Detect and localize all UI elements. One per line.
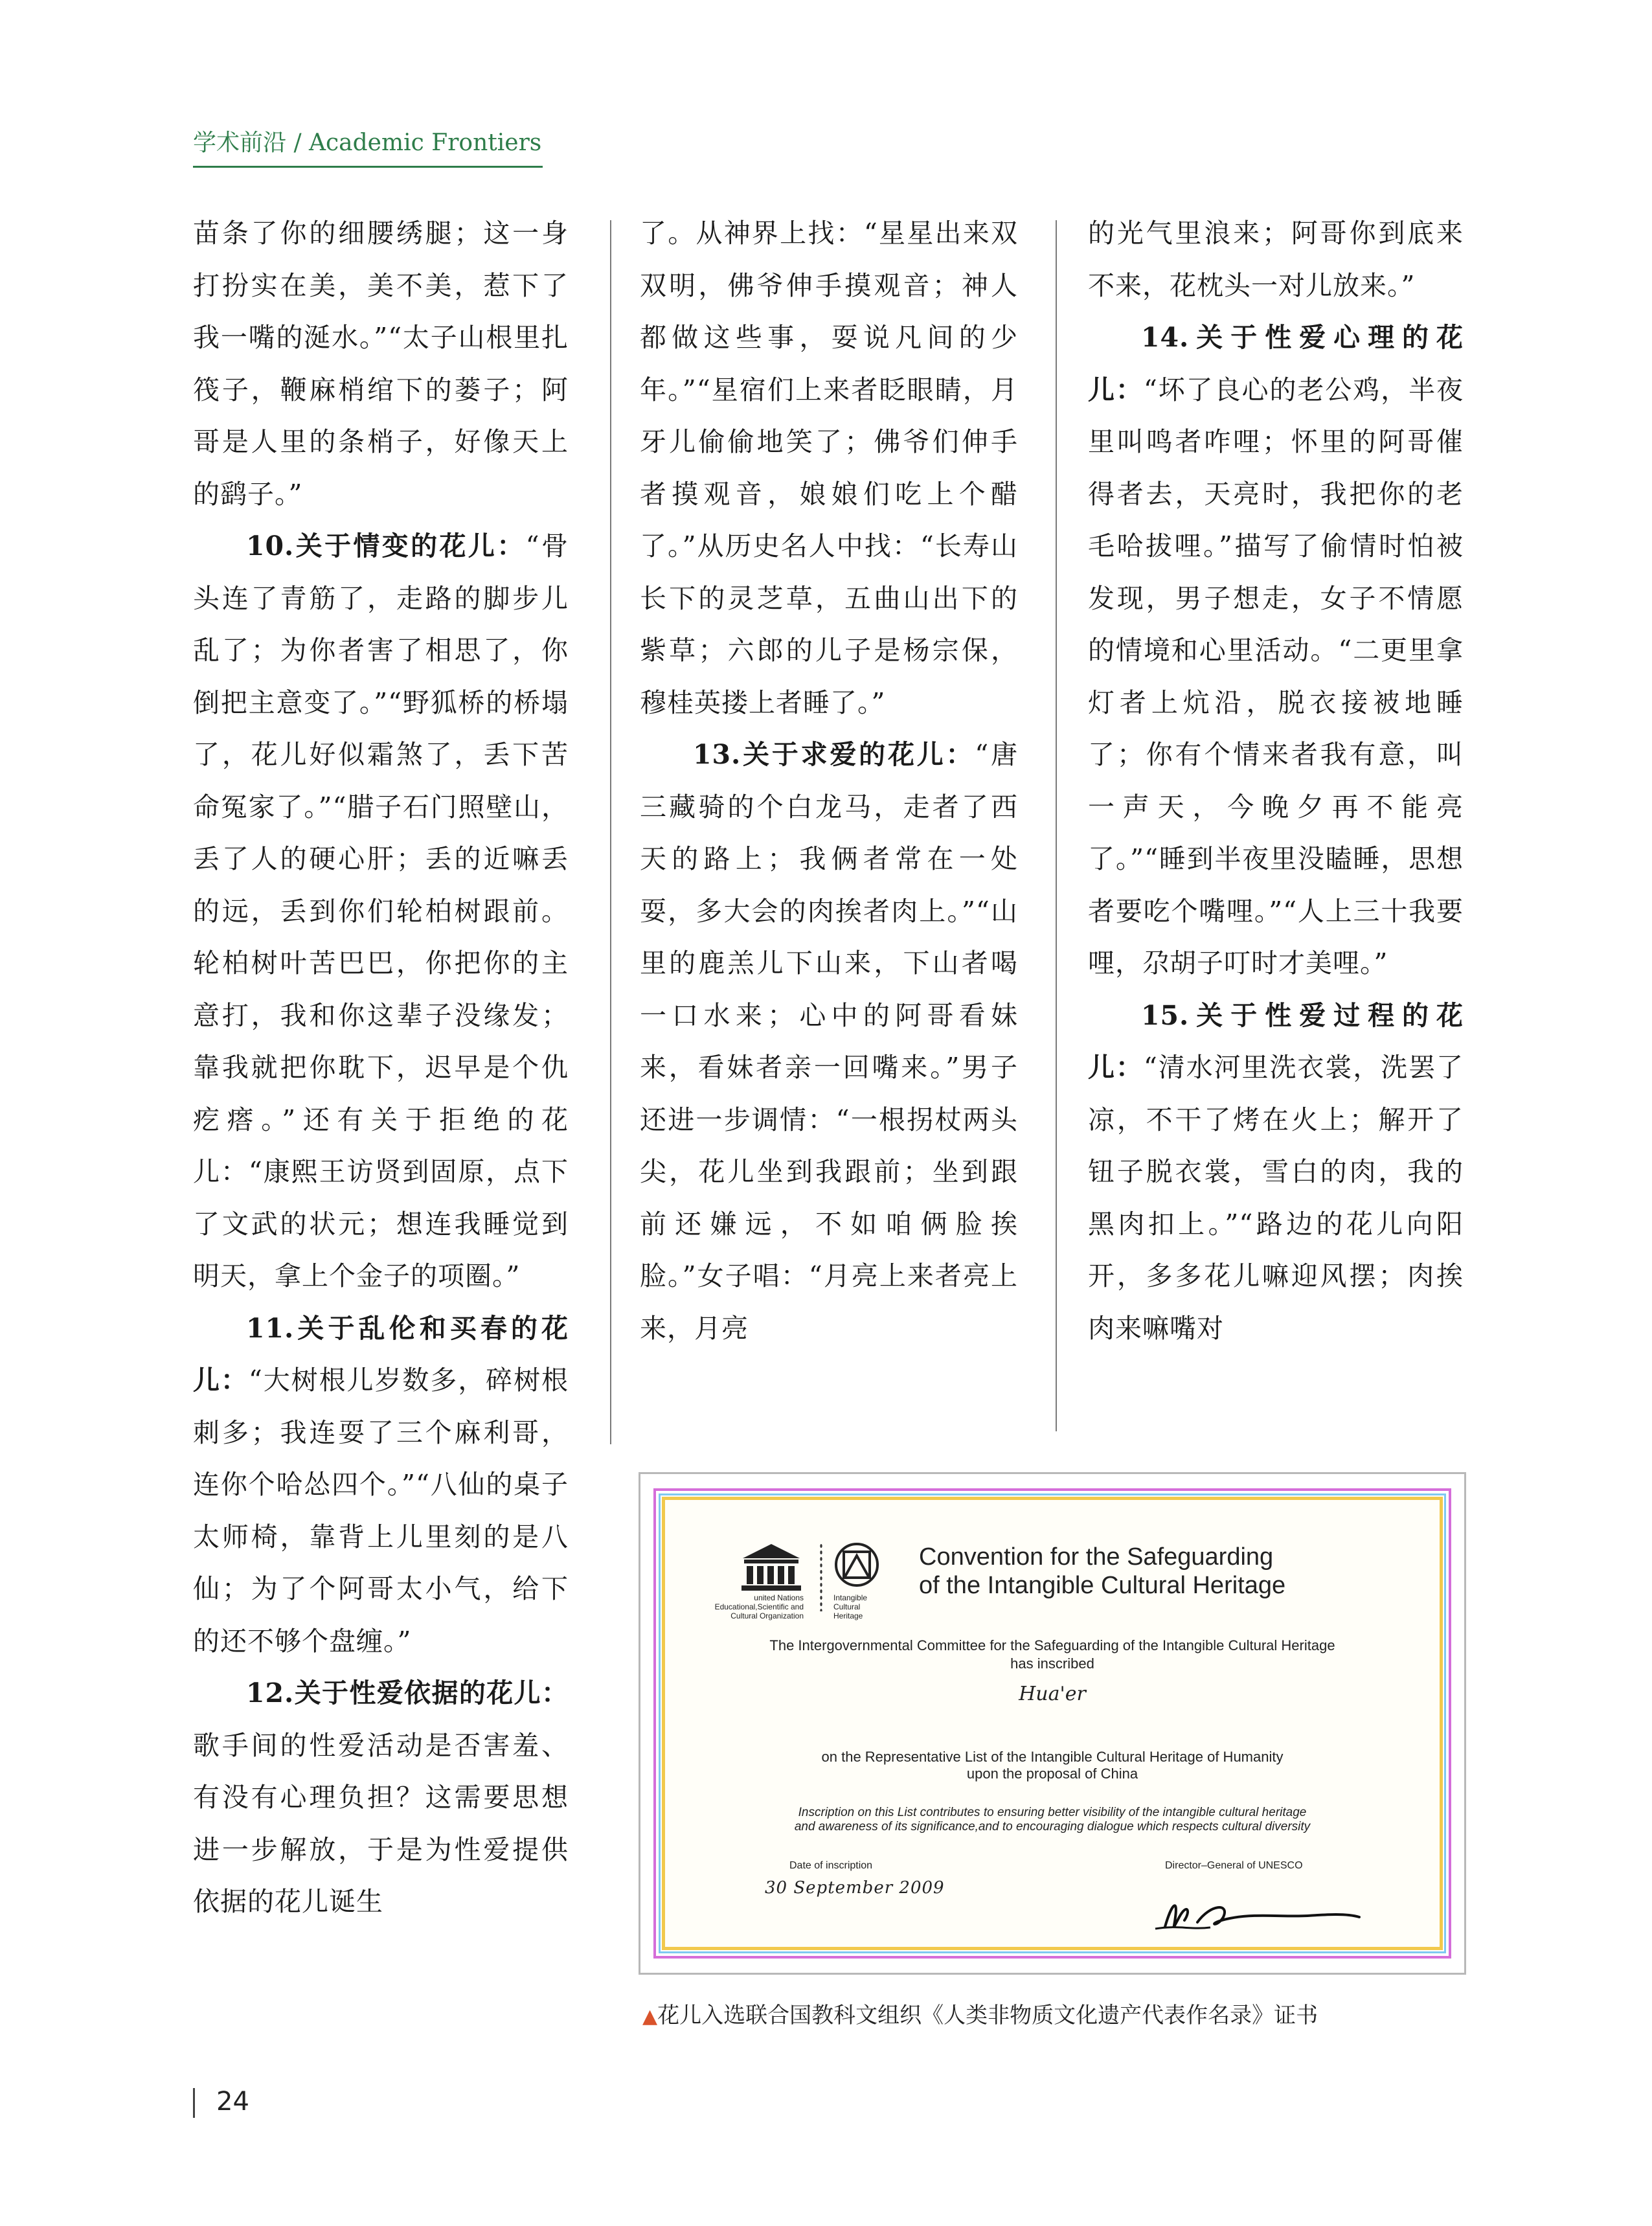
running-header: 学术前沿 / Academic Frontiers (193, 130, 542, 156)
list-line: on the Representative List of the Intangible Cultural Heritage of Humanity (821, 1749, 1284, 1765)
header-rule (193, 166, 543, 168)
ich-label (833, 1593, 867, 1620)
body-paragraph: 12.关于性爱依据的花儿：歌手间的性爱活动是否害羞、有没有心理负担？这需要思想进一步解放，于是为性爱提供依据的花儿诞生 (193, 1677, 569, 1917)
certificate (653, 1488, 1451, 1959)
unesco-org-line: Cultural Organization (730, 1611, 804, 1620)
ich-label-line: Heritage (833, 1611, 863, 1620)
unesco-org-label (694, 1593, 804, 1620)
ich-label-line: Intangible (833, 1593, 868, 1602)
note-line-2: and awareness of its significance,and to encouraging dialogue which respects cultural diversity (794, 1820, 1311, 1834)
figure-caption (642, 1997, 1318, 2029)
logo-divider-dots (819, 1543, 823, 1611)
unesco-temple-logo (739, 1541, 804, 1592)
date-value: 30 September 2009 (765, 1878, 945, 1898)
certificate-title-line: Convention for the Safeguarding (919, 1543, 1274, 1571)
text-column-1 (193, 207, 569, 1928)
element-name: Hua'er (1019, 1683, 1086, 1705)
inscribed-line: has inscribed (1010, 1655, 1094, 1672)
director-label: Director–General of UNESCO (1165, 1860, 1303, 1871)
footer-bar (193, 2088, 195, 2118)
triangle-marker-icon: ▲ (642, 2005, 658, 2028)
page-number: 24 (216, 2087, 249, 2117)
proposal-line: upon the proposal of China (966, 1766, 1138, 1782)
director-signature (1152, 1891, 1366, 1936)
body-paragraph: 14.关于性爱心理的花儿：“坏了良心的老公鸡，半夜里叫鸣者咋哩；怀里的阿哥催得者去，天亮时，我把你的老毛哈拔哩。”描写了偷情时怕被发现，男子想走，女子不情愿的情境和心里活动。“二更里拿灯者上炕沿，脱衣接被地睡了；你有个情来者我有意，叫一声天，今晚夕再不能亮了。”“睡到半夜里没瞌睡，思想者要吃个嘴哩。”“人上三十我要哩，尕胡子叮时才美哩。” (1088, 322, 1464, 979)
column-divider-2 (1056, 220, 1057, 1431)
body-paragraph: 11.关于乱伦和买春的花儿：“大树根儿岁数多，碎树根刺多；我连耍了三个麻利哥，连你个哈怂四个。”“八仙的桌子太师椅，靠背上儿里刻的是八仙；为了个阿哥太小气，给下的还不够个盘缠。” (193, 1312, 569, 1657)
certificate-title-line: of the Intangible Cultural Heritage (919, 1572, 1286, 1599)
ich-label-line: Cultural (833, 1602, 861, 1611)
body-paragraph: 的光气里浪来；阿哥你到底来不来，花枕头一对儿放来。” (1088, 218, 1464, 301)
unesco-org-line: united Nations (754, 1593, 804, 1602)
text-column-3 (1088, 207, 1464, 1354)
note-line-1: Inscription on this List contributes to ensuring better visibility of the intangible cultural heritage (798, 1806, 1307, 1819)
body-paragraph: 了。从神界上找：“星星出来双双明，佛爷伸手摸观音；神人都做这些事，耍说凡间的少年。”“星宿们上来者眨眼睛，月牙儿偷偷地笑了；佛爷们伸手者摸观音，娘娘们吃上个醋了。”从历史名人中找：“长寿山长下的灵芝草，五曲山出下的紫草；六郎的儿子是杨宗保，穆桂英搂上者睡了。” (640, 218, 1018, 718)
date-label: Date of inscription (789, 1860, 873, 1871)
body-paragraph: 苗条了你的细腰绣腿；这一身打扮实在美，美不美，惹下了我一嘴的涎水。”“太子山根里扎筏子，鞭麻梢绾下的蒌子；阿哥是人里的条梢子，好像天上的鹞子。” (193, 218, 569, 510)
certificate-photo (639, 1472, 1466, 1975)
body-paragraph: 13.关于求爱的花儿：“唐三藏骑的个白龙马，走者了西天的路上；我俩者常在一处耍，多大会的肉挨者肉上。”“山里的鹿羔儿下山来，下山者喝一口水来；心中的阿哥看妹来，看妹者亲一回嘴来。”男子还进一步调情：“一根拐杖两头尖，花儿坐到我跟前；坐到跟前还嫌远，不如咱俩脸挨脸。”女子唱：“月亮上来者亮上来，月亮 (640, 739, 1018, 1344)
committee-line: The Intergovernmental Committee for the Safeguarding of the Intangible Cultural Heritage (769, 1637, 1335, 1653)
certificate-title (919, 1543, 1285, 1600)
body-paragraph: 15.关于性爱过程的花儿：“清水河里洗衣裳，洗罢了凉，不干了烤在火上；解开了钮子脱衣裳，雪白的肉，我的黑肉扣上。”“路边的花儿向阳开，多多花儿嘛迎风摆；肉挨肉来嘛嘴对 (1088, 999, 1464, 1344)
text-column-2 (640, 207, 1018, 1354)
ich-emblem-logo (833, 1541, 880, 1588)
caption-text: 花儿入选联合国教科文组织《人类非物质文化遗产代表作名录》证书 (657, 2003, 1318, 2028)
unesco-org-line: Educational,Scientific and (714, 1602, 804, 1611)
column-divider-1 (610, 220, 611, 1444)
body-paragraph: 10.关于情变的花儿：“骨头连了青筋了，走路的脚步儿乱了；为你者害了相思了，你倒把主意变了。”“野狐桥的桥塌了，花儿好似霜煞了，丢下苦命冤家了。”“腊子石门照壁山，丢了人的硬心肝；丢的近嘛丢的远，丢到你们轮柏树跟前。轮柏树叶苦巴巴，你把你的主意打，我和你这辈子没缘发；靠我就把你耽下，迟早是个仇疙瘩。”还有关于拒绝的花儿：“康熙王访贤到固原，点下了文武的状元；想连我睡觉到明天，拿上个金子的项圈。” (193, 530, 569, 1291)
